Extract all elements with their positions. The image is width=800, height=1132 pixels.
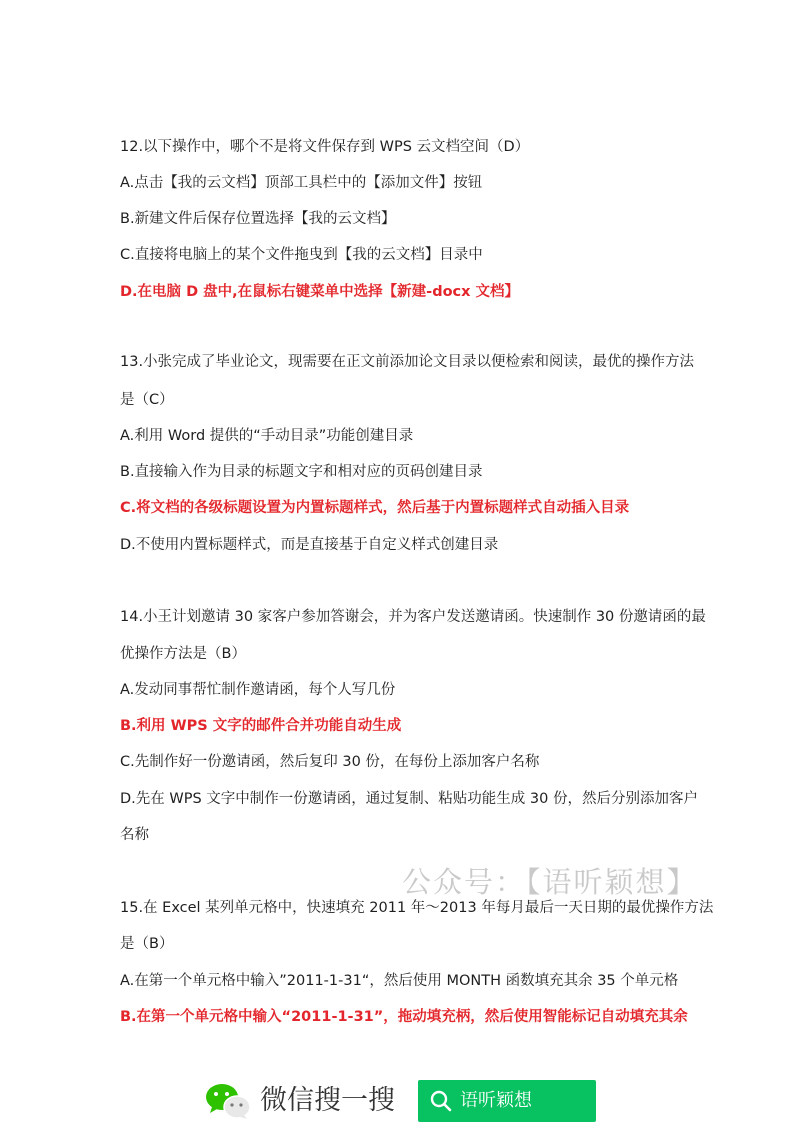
question-13-option-a: A.利用 Word 提供的“手动目录”功能创建目录	[120, 428, 414, 444]
question-13-option-c-answer: C.将文档的各级标题设置为内置标题样式，然后基于内置标题样式自动插入目录	[120, 500, 630, 516]
question-15-option-a: A.在第一个单元格中输入”2011-1-31“，然后使用 MONTH 函数填充其余 35 个单元格	[120, 973, 679, 989]
question-14-option-c: C.先制作好一份邀请函，然后复印 30 份，在每份上添加客户名称	[120, 754, 540, 770]
question-14-stem-line-1: 14.小王计划邀请 30 家客户参加答谢会，并为客户发送邀请函。快速制作 30 份邀请函的最	[120, 609, 706, 625]
wechat-search-text: 微信搜一搜	[260, 1085, 395, 1116]
question-13-option-d: D.不使用内置标题样式，而是直接基于自定义样式创建目录	[120, 537, 499, 553]
question-13-stem-line-1: 13.小张完成了毕业论文，现需要在正文前添加论文目录以便检索和阅读，最优的操作方法	[120, 354, 695, 370]
question-14-stem-line-2: 优操作方法是（B）	[120, 646, 246, 662]
question-14-option-d: D.先在 WPS 文字中制作一份邀请函，通过复制、粘贴功能生成 30 份，然后分别添加客户	[120, 791, 698, 807]
question-14-option-a: A.发动同事帮忙制作邀请函，每个人写几份	[120, 682, 396, 698]
question-12-stem: 12.以下操作中，哪个不是将文件保存到 WPS 云文档空间（D）	[120, 139, 530, 155]
search-label: 语听颖想	[460, 1090, 532, 1111]
question-12-option-d-answer: D.在电脑 D 盘中,在鼠标右键菜单中选择【新建-docx 文档】	[120, 284, 520, 300]
question-13-stem-line-2: 是（C）	[120, 392, 174, 408]
search-icon	[430, 1090, 452, 1112]
question-12-option-b: B.新建文件后保存位置选择【我的云文档】	[120, 211, 396, 227]
question-12-option-c: C.直接将电脑上的某个文件拖曳到【我的云文档】目录中	[120, 247, 483, 263]
question-12-option-a: A.点击【我的云文档】顶部工具栏中的【添加文件】按钮	[120, 175, 483, 191]
question-15-option-b-answer: B.在第一个单元格中输入“2011-1-31”，拖动填充柄，然后使用智能标记自动填充其余	[120, 1009, 688, 1025]
question-13-option-b: B.直接输入作为目录的标题文字和相对应的页码创建目录	[120, 464, 483, 480]
question-15-stem-line-1: 15.在 Excel 某列单元格中，快速填充 2011 年～2013 年每月最后一天日期的最优操作方法	[120, 900, 714, 916]
wechat-search-banner	[204, 1078, 596, 1124]
watermark-text: 公众号：【语听颖想】	[402, 865, 698, 899]
wechat-logo-icon	[204, 1082, 252, 1120]
question-15-stem-line-2: 是（B）	[120, 936, 174, 952]
wechat-search-box[interactable]	[418, 1080, 596, 1122]
question-14-option-d-continued: 名称	[120, 827, 149, 843]
question-14-option-b-answer: B.利用 WPS 文字的邮件合并功能自动生成	[120, 718, 402, 734]
